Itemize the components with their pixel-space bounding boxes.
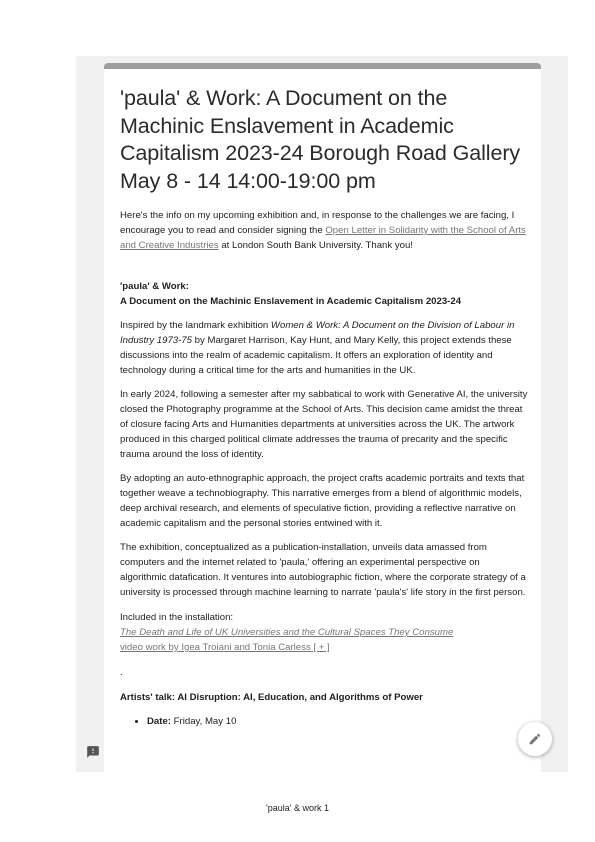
feedback-icon[interactable] bbox=[86, 745, 100, 759]
subtitle-line-2: A Document on the Machinic Enslavement in Academic Capitalism 2023-24 bbox=[120, 296, 462, 307]
paragraph-closure: In early 2024, following a semester after my sabbatical to work with Generative AI, the university closed the Photography programme at the School of Arts. This decision came amidst the threat of closure facing Arts and Humanities departments at universities across the UK. The artwork produced in this charged political climate addresses the trauma of precarity and the specific trauma around the loss of identity. bbox=[120, 389, 528, 460]
edit-button[interactable] bbox=[518, 722, 552, 756]
date-value: Friday, May 10 bbox=[171, 716, 237, 727]
included-block bbox=[120, 610, 528, 655]
subtitle-block bbox=[120, 279, 528, 309]
included-heading: Included in the installation: bbox=[120, 612, 234, 623]
dot-separator: . bbox=[120, 667, 123, 678]
p1-before: Inspired by the landmark exhibition bbox=[120, 320, 271, 331]
talk-title: Artists' talk: AI Disruption: AI, Education, and Algorithms of Power bbox=[120, 692, 423, 703]
intro-text-before: Here's the info on my upcoming exhibition and, in response to the challenges we are facing, I encourage you to read and consider signing the bbox=[120, 210, 515, 236]
intro-text-after: at London South Bank University. Thank you! bbox=[218, 240, 413, 251]
talk-details-list bbox=[120, 714, 528, 729]
death-and-life-link[interactable] bbox=[120, 627, 453, 638]
post-title: 'paula' & Work: A Document on the Machinic Enslavement in Academic Capitalism 2023-24 Borough Road Gallery May 8 - 14 14:00-19:00 pm bbox=[120, 86, 521, 193]
subtitle-line-1: 'paula' & Work: bbox=[120, 281, 189, 292]
open-letter-link[interactable]: Open Letter in Solidarity with the School of Arts and Creative Industries bbox=[120, 225, 526, 251]
paragraph-inspiration bbox=[120, 318, 528, 378]
post-card bbox=[104, 63, 541, 778]
death-and-life-link-text: The Death and Life of UK Universities and the Cultural Spaces They Consume bbox=[120, 627, 454, 638]
paragraph-exhibition: The exhibition, conceptualized as a publication-installation, unveils data amassed from computers and the internet related to 'paula,' offering an experimental perspective on algorithmic datafication. It ventures into autobiographic fiction, where the corporate strategy of a university is processed through machine learning to narrate 'paula's' life story in the first person. bbox=[120, 542, 526, 598]
page-footer: 'paula' & work 1 bbox=[266, 803, 329, 813]
p1-exhibition-title: Women & Work: A Document on the Division of Labour in Industry 1973-75 bbox=[120, 320, 515, 346]
list-item bbox=[147, 714, 528, 729]
video-work-link[interactable]: video work by Igea Troiani and Tonia Carless [ + ] bbox=[120, 642, 330, 653]
post-content bbox=[120, 85, 528, 729]
pencil-icon bbox=[528, 732, 542, 746]
paragraph-approach: By adopting an auto-ethnographic approach, the project crafts academic portraits and texts that together weave a technobiography. This narrative emerges from a blend of algorithmic models, deep archival research, and elements of speculative fiction, providing a reflective narrative on academic capitalism and the personal stories entwined with it. bbox=[120, 473, 525, 529]
date-label: Date: bbox=[147, 716, 171, 727]
p1-after: by Margaret Harrison, Kay Hunt, and Mary Kelly, this project extends these discussions into the realm of academic capitalism. It offers an exploration of identity and technology during a critical time for the arts and humanities in the UK. bbox=[120, 335, 512, 376]
intro-paragraph bbox=[120, 208, 528, 253]
